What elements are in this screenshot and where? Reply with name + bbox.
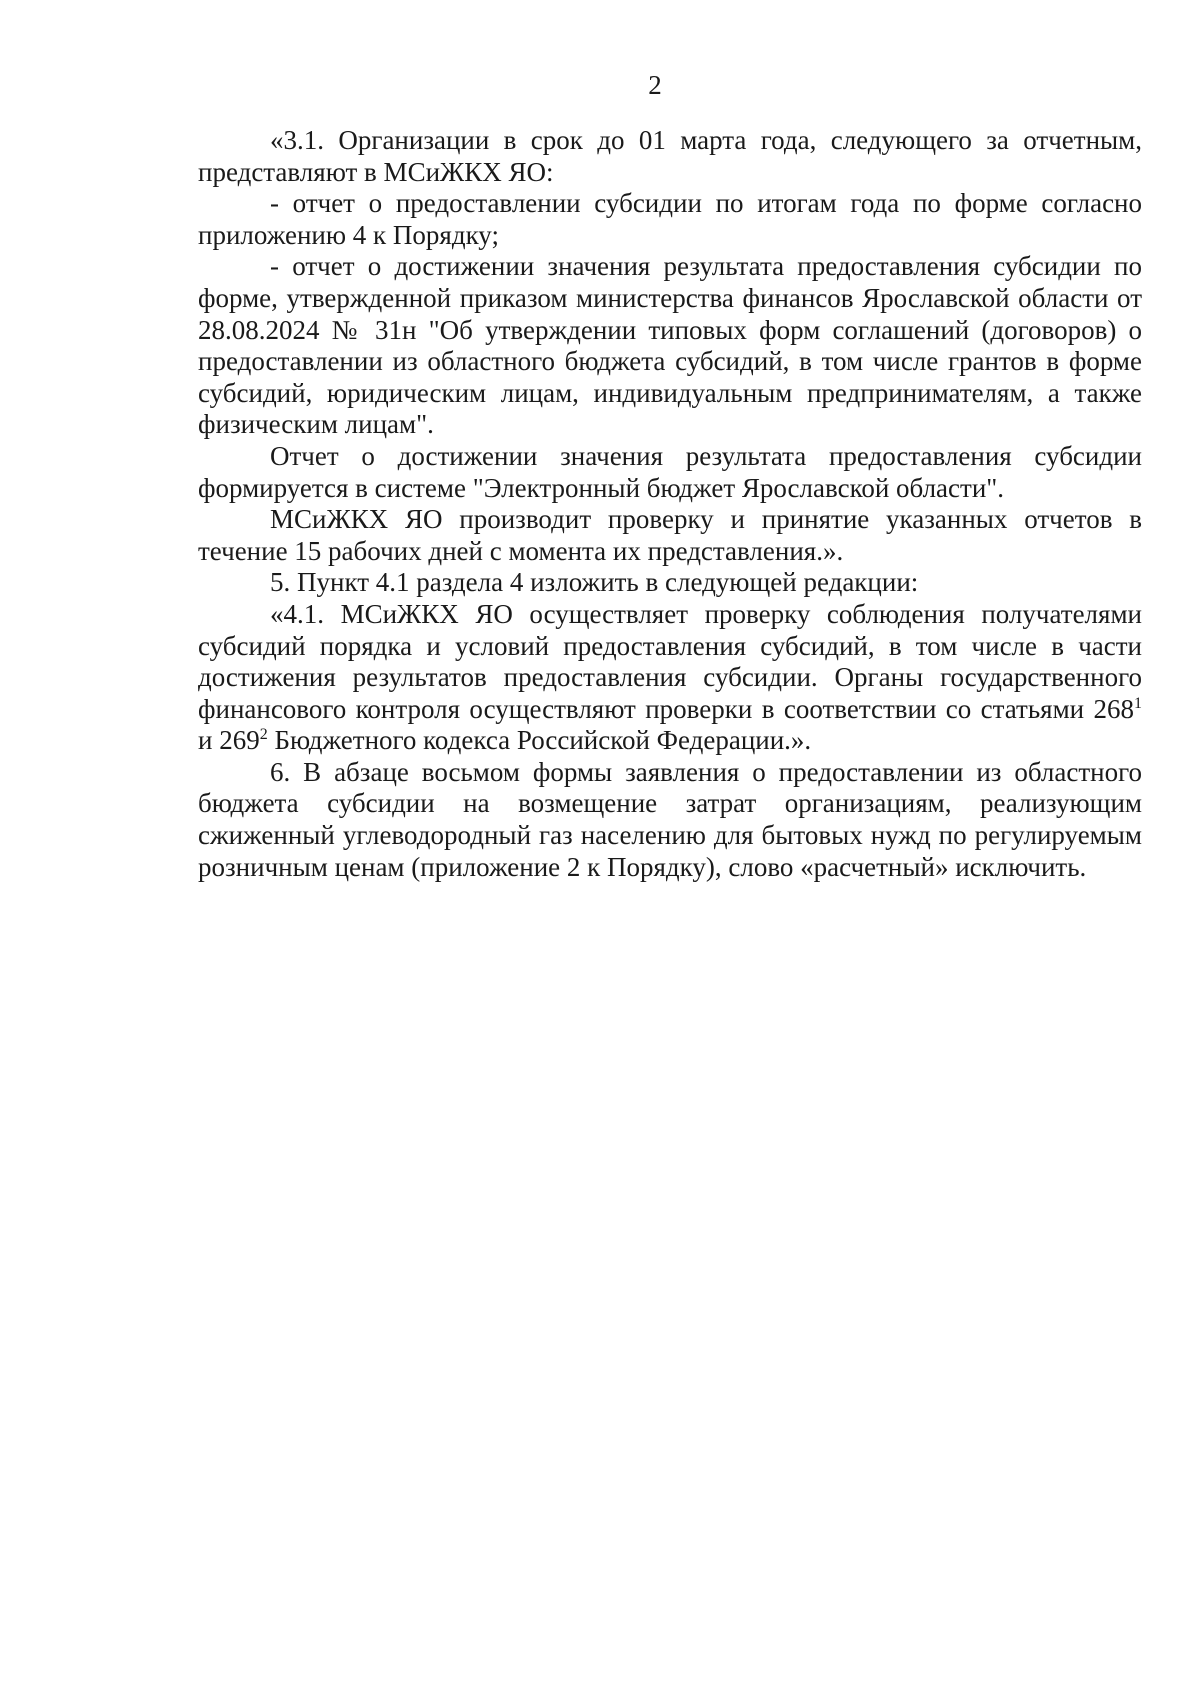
- page-number: 2: [648, 70, 662, 100]
- superscript-1: 1: [1134, 694, 1142, 712]
- paragraph-report-subsidy: - отчет о предоставлении субсидии по итогам года по форме согласно приложению 4 к Порядку;: [198, 188, 1142, 250]
- paragraph-item-6: 6. В абзаце восьмом формы заявления о предоставлении из областного бюджета субсидии на возмещение затрат организациям, реализующим сжиженный углеводородный газ населению для бытовых нужд по регулируемым розничным ценам (приложение 2 к Порядку), слово «расчетный» исключить.: [198, 756, 1142, 882]
- paragraph-4-1-end: Бюджетного кодекса Российской Федерации.».: [267, 725, 812, 756]
- paragraph-3-1: «3.1. Организации в срок до 01 марта года, следующего за отчетным, представляют в МСиЖКХ ЯО:: [198, 125, 1142, 187]
- paragraph-4-1-between: и 269: [198, 725, 260, 756]
- paragraph-4-1: [198, 599, 1142, 757]
- superscript-2: 2: [259, 726, 268, 744]
- paragraph-report-system: Отчет о достижении значения результата предоставления субсидии формируется в системе "Электронный бюджет Ярославской области".: [198, 440, 1142, 503]
- paragraph-report-result: - отчет о достижении значения результата предоставления субсидии по форме, утвержденной приказом министерства финансов Ярославской области от 28.08.2024 № 31н "Об утверждении типовых форм соглашений (договоров) о предоставлении из областного бюджета субсидий, в том числе грантов в форме субсидий, юридическим лицам, индивидуальным предпринимателям, а также физическим лицам".: [198, 251, 1142, 440]
- paragraph-4-1-text: «4.1. МСиЖКХ ЯО осуществляет проверку соблюдения получателями субсидий порядка и условий предоставления субсидий, в том числе в части достижения результатов предоставления субсидии. Органы государственного финансового контроля осуществляют проверки в соответствии со статьями 268: [198, 598, 1142, 724]
- document-body: [198, 125, 1142, 883]
- paragraph-item-5: 5. Пункт 4.1 раздела 4 изложить в следующей редакции:: [270, 567, 919, 598]
- paragraph-report-check: МСиЖКХ ЯО производит проверку и принятие указанных отчетов в течение 15 рабочих дней с момента их представления.».: [198, 504, 1142, 566]
